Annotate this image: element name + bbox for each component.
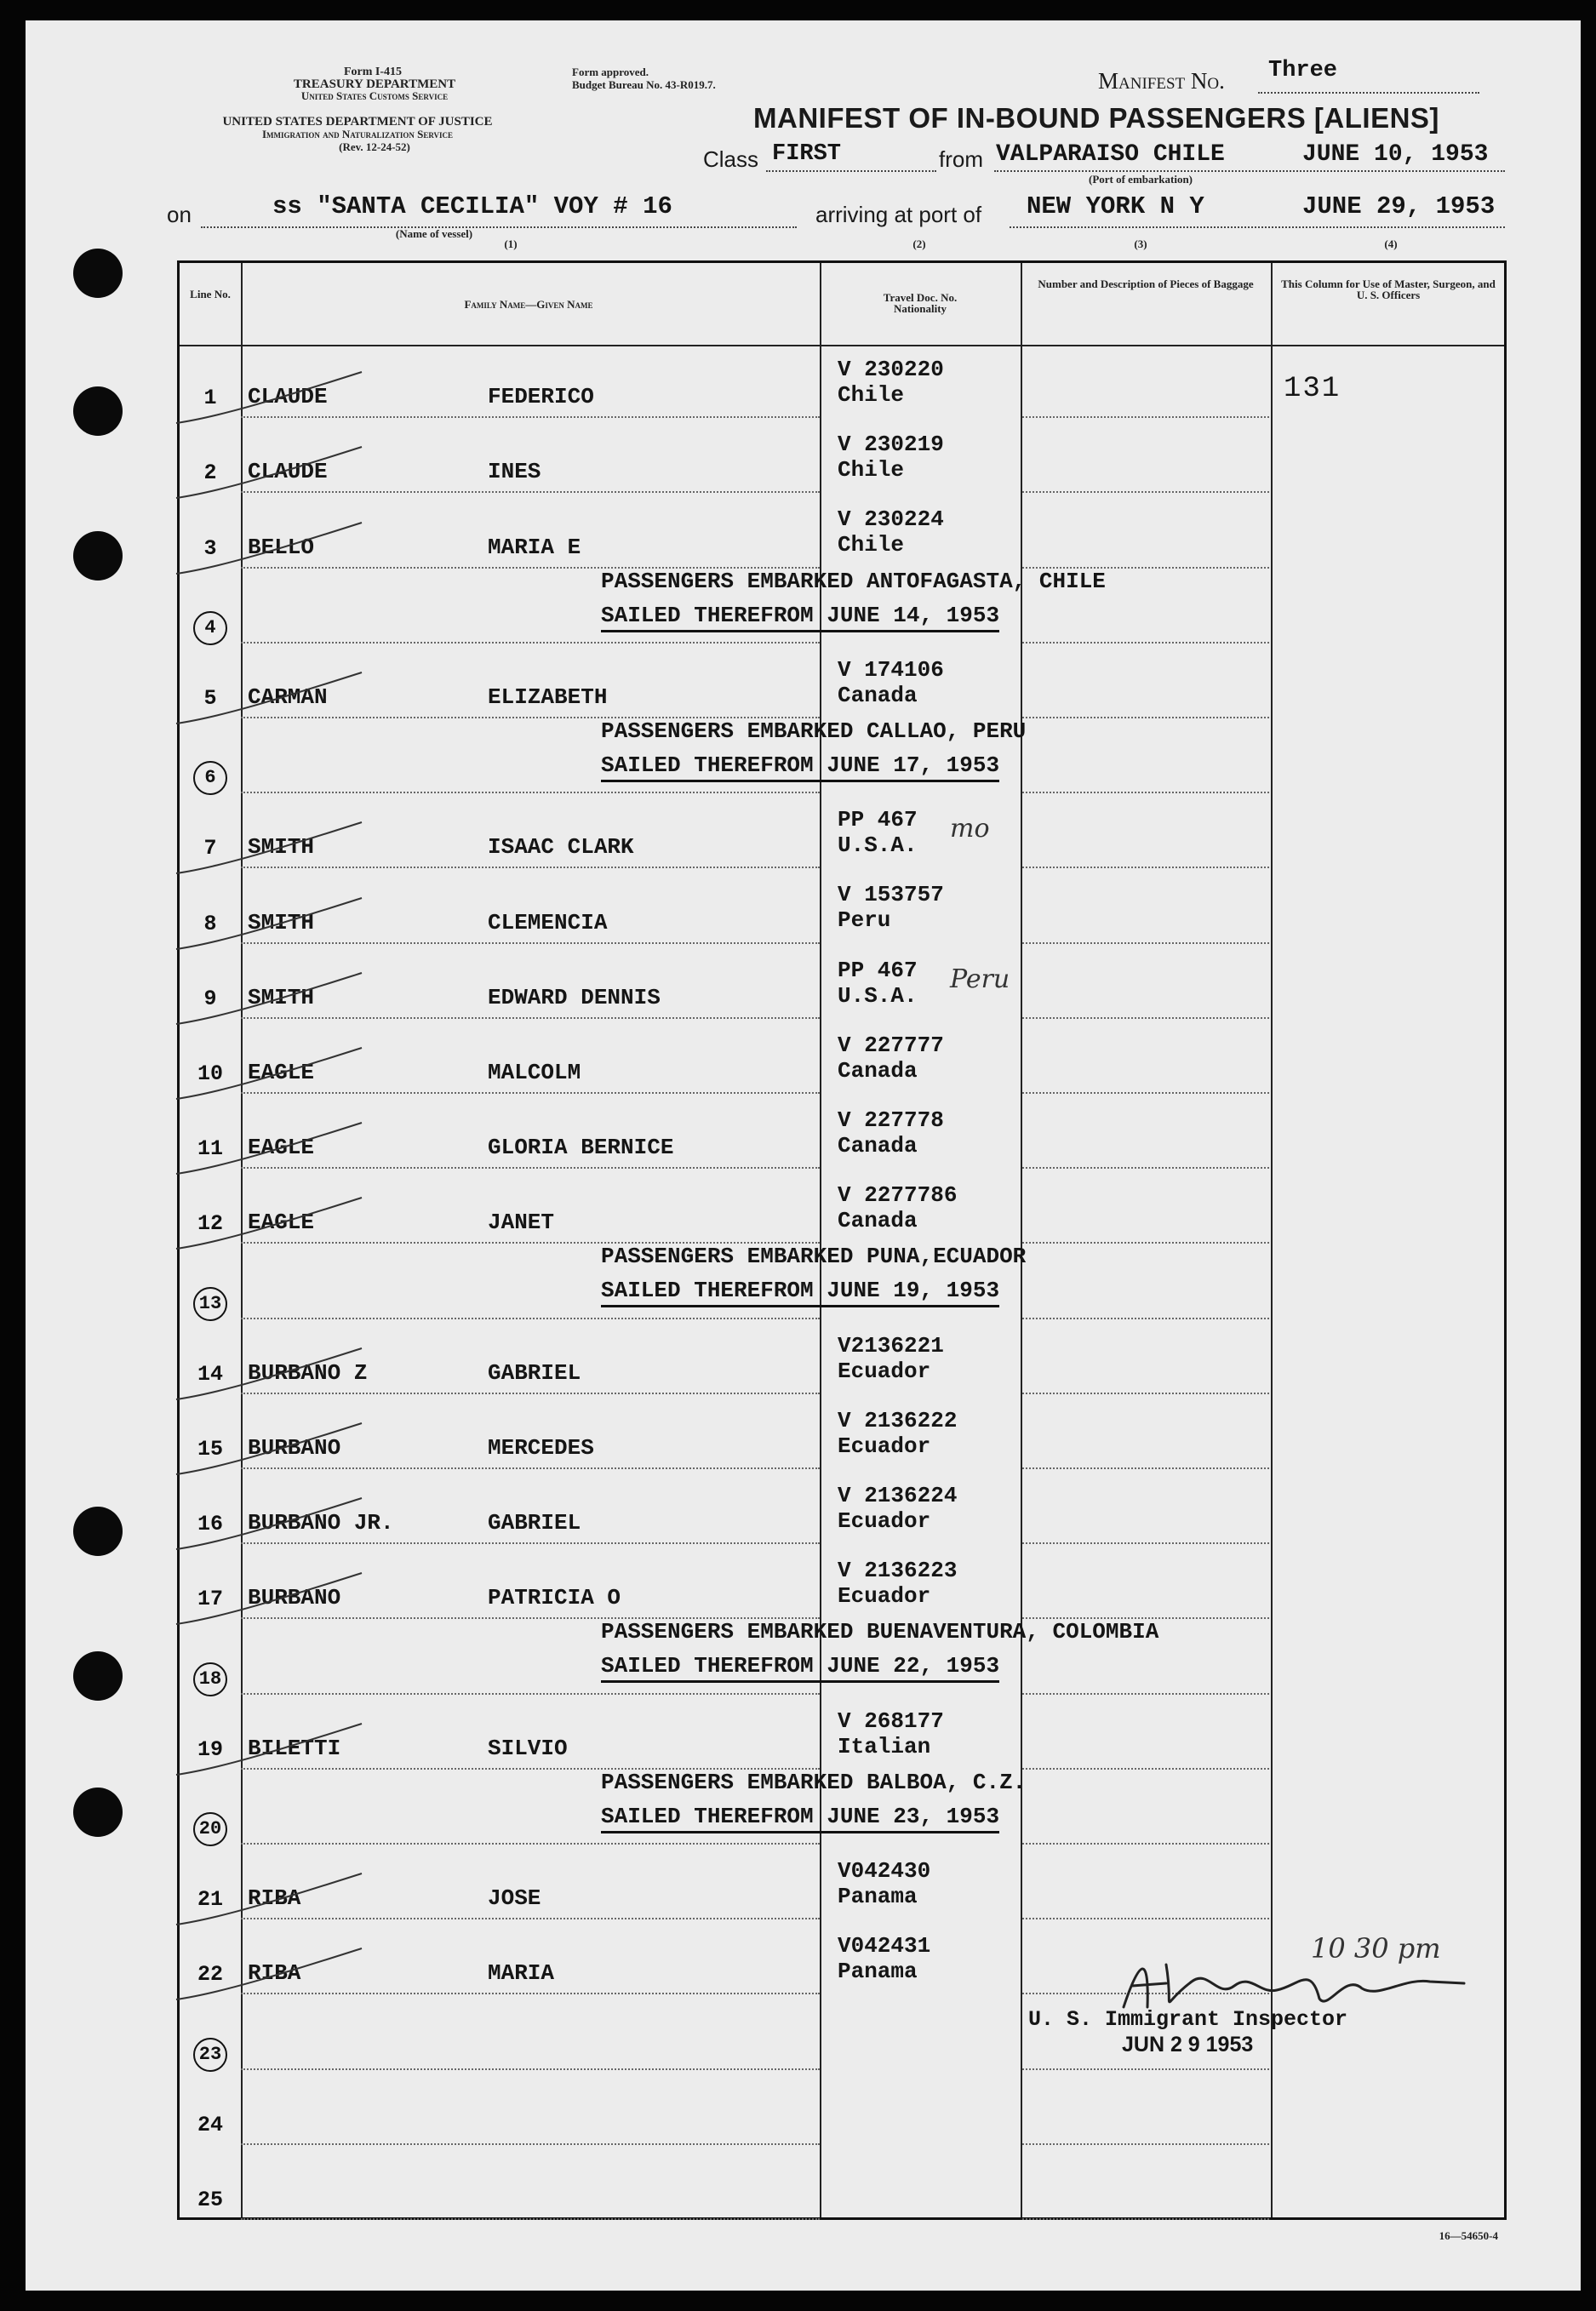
officer-note: 131: [1284, 373, 1341, 405]
nationality: U.S.A.: [838, 982, 918, 1009]
line-number: 24: [197, 2112, 223, 2137]
nationality: Ecuador: [838, 1508, 931, 1534]
col-head-travel-doc: Travel Doc. No. Nationality: [883, 291, 958, 315]
travel-doc-number: V042430: [838, 1858, 931, 1884]
arrival-date: JUNE 29, 1953: [1302, 192, 1496, 220]
family-name: SMITH: [248, 834, 315, 861]
line-number-circled: 23: [193, 2038, 227, 2072]
manifest-title: MANIFEST OF IN-BOUND PASSENGERS [ALIENS]: [753, 102, 1439, 134]
row-dotted-line: [1022, 1017, 1269, 1019]
row-dotted-line: [1022, 1467, 1269, 1469]
inspector-label: U. S. Immigrant Inspector: [1028, 2007, 1348, 2032]
embarkation-heading: PASSENGERS EMBARKED ANTOFAGASTA, CHILE: [601, 568, 1106, 594]
row-dotted-line: [1022, 1768, 1269, 1770]
col-num-1: (1): [504, 237, 518, 250]
travel-doc-number: V042431: [838, 1933, 931, 1959]
given-name: MARIA: [488, 1960, 555, 1987]
family-name: SMITH: [248, 909, 315, 935]
line-number: 14: [197, 1361, 223, 1387]
dept-treasury-sub: United States Customs Service: [300, 89, 449, 102]
nationality: Panama: [838, 1959, 918, 1985]
check-mark: [173, 970, 369, 1029]
given-name: GABRIEL: [488, 1359, 581, 1386]
on-label: on: [167, 202, 192, 227]
sailed-date-underlined: SAILED THEREFROM JUNE 23, 1953: [601, 1804, 999, 1833]
line-number-circled: 20: [193, 1812, 227, 1846]
family-name: BURBANO JR.: [248, 1510, 394, 1536]
family-name: BURBANO: [248, 1585, 341, 1611]
row-dotted-line: [1022, 2068, 1269, 2070]
travel-doc-number: PP 467: [838, 957, 918, 983]
nationality: Canada: [838, 1208, 918, 1234]
line-number: 21: [197, 1887, 223, 1913]
sailed-date-underlined: SAILED THEREFROM JUNE 22, 1953: [601, 1653, 999, 1683]
line-number: [180, 1812, 241, 1846]
travel-doc-number: V 153757: [838, 882, 944, 908]
nationality: Chile: [838, 532, 905, 558]
row-dotted-line: [1022, 1092, 1269, 1094]
inspection-stamp-date: JUN 2 9 1953: [1122, 2033, 1254, 2056]
line-number: [180, 611, 241, 645]
passenger-table: [177, 260, 1507, 2220]
row-dotted-line: [241, 1318, 820, 1319]
col-divider: [1271, 263, 1273, 2217]
sailed-date-underlined: SAILED THEREFROM JUNE 19, 1953: [601, 1278, 999, 1307]
manifest-no-line: [1258, 92, 1479, 94]
travel-doc-number: PP 467: [838, 807, 918, 833]
line-number-circled: 18: [193, 1662, 227, 1696]
row-dotted-line: [1022, 642, 1269, 644]
row-dotted-line: [1022, 1318, 1269, 1319]
form-stock-code: 16—54650-4: [1439, 2229, 1498, 2242]
row-dotted-line: [1022, 1393, 1269, 1394]
row-dotted-line: [1022, 867, 1269, 868]
row-dotted-line: [1022, 1242, 1269, 1244]
manifest-no-label: Manifest No.: [1098, 68, 1225, 94]
nationality: U.S.A.: [838, 832, 918, 859]
row-dotted-line: [241, 1693, 820, 1695]
given-name: PATRICIA O: [488, 1585, 621, 1611]
line-number: [180, 2038, 241, 2072]
nationality: Canada: [838, 682, 918, 708]
form-number: Form I-415: [343, 66, 403, 78]
family-name: CARMAN: [248, 684, 328, 710]
row-dotted-line: [1022, 2218, 1269, 2220]
travel-doc-number: V 227777: [838, 1032, 944, 1058]
line-number: 1: [203, 386, 217, 411]
travel-doc-number: V 268177: [838, 1708, 944, 1734]
handwritten-note: mo: [950, 814, 990, 844]
travel-doc-number: V 174106: [838, 656, 944, 683]
given-name: MALCOLM: [488, 1060, 581, 1085]
line-number: 2: [203, 460, 217, 486]
line-number: 10: [197, 1061, 223, 1086]
col-head-officers: This Column for Use of Master, Surgeon, and U. S. Officers: [1281, 277, 1496, 301]
row-dotted-line: [1022, 491, 1269, 493]
family-name: RIBA: [248, 1960, 301, 1987]
given-name: ISAAC CLARK: [488, 834, 634, 861]
inspection-time: 10 30 pm: [1311, 1932, 1441, 1965]
given-name: MARIA E: [488, 534, 581, 560]
embarkation-heading: PASSENGERS EMBARKED BALBOA, C.Z.: [601, 1769, 1027, 1795]
nationality: Canada: [838, 1057, 918, 1084]
col-divider: [1021, 263, 1022, 2217]
handwritten-note: Peru: [950, 964, 1010, 994]
col-divider: [820, 263, 821, 2217]
arriving-label: arriving at port of: [815, 202, 982, 227]
from-date: JUNE 10, 1953: [1302, 141, 1489, 168]
row-dotted-line: [1022, 1843, 1269, 1845]
family-name: EAGLE: [248, 1210, 315, 1236]
embarkation-heading: PASSENGERS EMBARKED BUENAVENTURA, COLOMBIA: [601, 1619, 1159, 1645]
manifest-no-value: Three: [1268, 58, 1338, 83]
line-number: [180, 1662, 241, 1696]
row-dotted-line: [1022, 1693, 1269, 1695]
check-mark: [173, 1194, 369, 1254]
travel-doc-number: V 2136222: [838, 1407, 958, 1433]
embarkation-sailed: [601, 1278, 999, 1303]
class-value: FIRST: [772, 141, 842, 167]
embarkation-sailed: [601, 603, 999, 628]
family-name: BURBANO Z: [248, 1359, 368, 1386]
given-name: FEDERICO: [488, 384, 594, 410]
vessel-name: ss "SANTA CECILIA" VOY # 16: [272, 192, 672, 220]
arrival-port: NEW YORK N Y: [1027, 192, 1204, 220]
check-mark: [173, 669, 369, 729]
family-name: SMITH: [248, 984, 315, 1010]
row-dotted-line: [1022, 942, 1269, 944]
dept-justice-sub: Immigration and Naturalization Service: [261, 128, 454, 140]
row-dotted-line: [241, 2218, 820, 2220]
given-name: EDWARD DENNIS: [488, 984, 661, 1010]
check-mark: [173, 895, 369, 954]
class-label: Class: [703, 146, 759, 172]
given-name: GABRIEL: [488, 1510, 581, 1536]
family-name: BELLO: [248, 534, 315, 560]
line-number: 7: [203, 836, 217, 861]
check-mark: [173, 1720, 369, 1780]
col-num-4: (4): [1384, 237, 1398, 250]
check-mark: [173, 369, 369, 428]
from-value: VALPARAISO CHILE: [996, 141, 1225, 168]
line-number: 15: [197, 1437, 223, 1462]
check-mark: [173, 1119, 369, 1179]
line-number: 8: [203, 911, 217, 936]
from-line: [994, 170, 1505, 172]
nationality: Italian: [838, 1733, 931, 1759]
travel-doc-number: V 2277786: [838, 1182, 958, 1209]
punch-hole: [73, 1651, 123, 1701]
line-number: 16: [197, 1512, 223, 1537]
row-dotted-line: [1022, 1918, 1269, 1919]
embarkation-sailed: [601, 1653, 999, 1679]
row-dotted-line: [241, 642, 820, 644]
family-name: EAGLE: [248, 1135, 315, 1161]
sailed-date-underlined: SAILED THEREFROM JUNE 17, 1953: [601, 752, 999, 782]
given-name: MERCEDES: [488, 1435, 594, 1461]
travel-doc-number: V2136221: [838, 1332, 944, 1359]
travel-doc-number: V 227778: [838, 1107, 944, 1133]
given-name: GLORIA BERNICE: [488, 1135, 674, 1161]
row-dotted-line: [241, 1843, 820, 1845]
family-name: EAGLE: [248, 1060, 315, 1085]
line-number: 25: [197, 2188, 223, 2212]
line-number: 22: [197, 1962, 223, 1988]
nationality: Ecuador: [838, 1583, 931, 1610]
nationality: Peru: [838, 907, 891, 934]
given-name: SILVIO: [488, 1735, 568, 1761]
check-mark: [173, 1420, 369, 1479]
embarkation-sailed: [601, 1804, 999, 1829]
punch-hole: [73, 1507, 123, 1556]
col-head-line-no: Line No.: [190, 288, 231, 300]
given-name: INES: [488, 459, 541, 485]
line-number: 19: [197, 1736, 223, 1762]
sailed-date-underlined: SAILED THEREFROM JUNE 14, 1953: [601, 603, 999, 632]
row-dotted-line: [1022, 717, 1269, 718]
dept-treasury: TREASURY DEPARTMENT: [293, 77, 456, 91]
check-mark: [173, 519, 369, 579]
line-number: 17: [197, 1587, 223, 1612]
line-number-circled: 4: [193, 611, 227, 645]
class-line: [766, 170, 936, 172]
embarkation-heading: PASSENGERS EMBARKED PUNA,ECUADOR: [601, 1244, 1027, 1270]
given-name: CLEMENCIA: [488, 909, 608, 935]
nationality: Canada: [838, 1133, 918, 1158]
family-name: CLAUDE: [248, 384, 328, 410]
row-dotted-line: [1022, 1167, 1269, 1169]
line-number-circled: 13: [193, 1287, 227, 1321]
line-number: [180, 1287, 241, 1321]
travel-doc-number: V 2136224: [838, 1483, 958, 1508]
embarkation-heading: PASSENGERS EMBARKED CALLAO, PERU: [601, 718, 1027, 744]
nationality: Chile: [838, 382, 905, 408]
row-dotted-line: [1022, 1542, 1269, 1544]
check-mark: [173, 1495, 369, 1554]
col-head-name: Family Name—Given Name: [464, 298, 593, 311]
row-dotted-line: [241, 792, 820, 793]
check-mark: [173, 1044, 369, 1104]
travel-doc-number: V 230224: [838, 506, 944, 533]
col-num-2: (2): [912, 237, 926, 250]
check-mark: [173, 1345, 369, 1404]
row-dotted-line: [1022, 2143, 1269, 2145]
line-number: 9: [203, 986, 217, 1011]
col-head-baggage: Number and Description of Pieces of Baggage: [1038, 277, 1254, 290]
header-divider: [180, 345, 1504, 346]
nationality: Ecuador: [838, 1358, 931, 1384]
check-mark: [173, 1570, 369, 1629]
row-dotted-line: [241, 2143, 820, 2145]
check-mark: [173, 1870, 369, 1930]
dept-justice: UNITED STATES DEPARTMENT OF JUSTICE: [222, 115, 493, 129]
punch-hole: [73, 531, 123, 581]
travel-doc-number: V 230220: [838, 357, 944, 382]
line-number: 3: [203, 535, 217, 561]
inspector-signature: [1115, 1948, 1473, 2024]
line-number: 12: [197, 1211, 223, 1237]
travel-doc-number: V 2136223: [838, 1558, 958, 1584]
punch-hole: [73, 386, 123, 436]
form-revision: (Rev. 12-24-52): [339, 140, 410, 153]
line-number: 5: [203, 686, 217, 711]
row-dotted-line: [1022, 792, 1269, 793]
travel-doc-number: V 230219: [838, 432, 944, 458]
check-mark: [173, 1945, 369, 2005]
embarkation-sailed: [601, 752, 999, 778]
given-name: JANET: [488, 1210, 555, 1236]
nationality: Panama: [838, 1884, 918, 1909]
vessel-name-label: (Name of vessel): [395, 227, 473, 240]
check-mark: [173, 443, 369, 503]
given-name: ELIZABETH: [488, 684, 608, 710]
nationality: Ecuador: [838, 1433, 931, 1459]
form-approved: Form approved.: [572, 66, 649, 78]
family-name: CLAUDE: [248, 459, 328, 485]
punch-hole: [73, 1788, 123, 1837]
arrival-line: [1010, 226, 1505, 228]
family-name: BILETTI: [248, 1735, 341, 1761]
given-name: JOSE: [488, 1885, 541, 1912]
line-number: [180, 761, 241, 795]
row-dotted-line: [1022, 416, 1269, 418]
family-name: BURBANO: [248, 1435, 341, 1461]
family-name: RIBA: [248, 1885, 301, 1912]
line-number-circled: 6: [193, 761, 227, 795]
row-dotted-line: [241, 2068, 820, 2070]
check-mark: [173, 819, 369, 878]
from-label: from: [939, 146, 983, 172]
line-number: 11: [197, 1136, 223, 1162]
budget-bureau: Budget Bureau No. 43-R019.7.: [572, 78, 716, 91]
col-num-3: (3): [1134, 237, 1147, 250]
punch-hole: [73, 249, 123, 298]
nationality: Chile: [838, 457, 905, 483]
port-embarkation-label: (Port of embarkation): [1088, 173, 1193, 186]
